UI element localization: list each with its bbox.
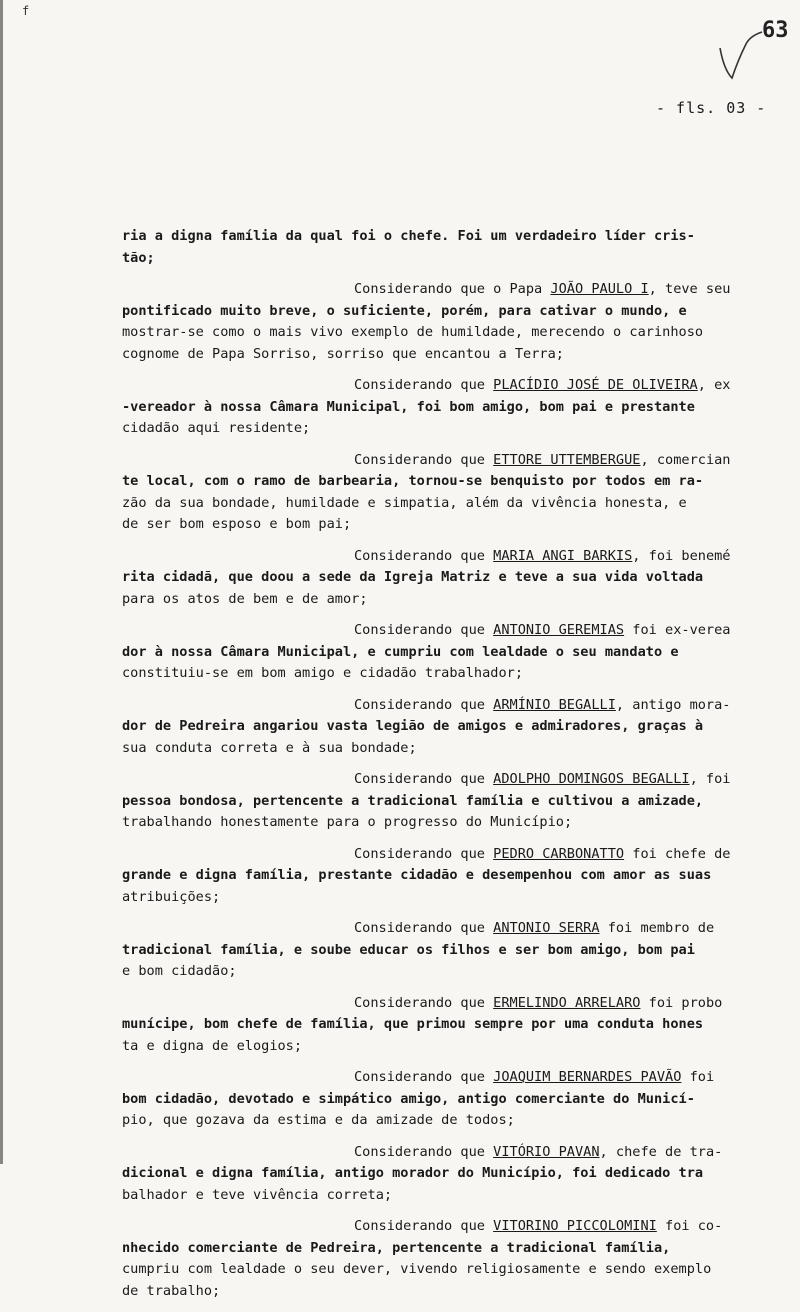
text-line bbox=[122, 769, 790, 791]
text-line: munícipe, bom chefe de família, que primou sempre por uma conduta hones bbox=[122, 1016, 704, 1032]
text-line bbox=[122, 1142, 790, 1164]
text-line bbox=[122, 546, 790, 568]
line-text: , foi bbox=[689, 771, 731, 787]
considerando-lead: Considerando que bbox=[354, 696, 494, 713]
line-text: foi membro de bbox=[599, 920, 715, 936]
honoree-name: ANTONIO SERRA bbox=[493, 920, 600, 936]
line-text: foi bbox=[681, 1069, 715, 1085]
text-line bbox=[122, 279, 790, 301]
paragraph bbox=[122, 279, 790, 365]
text-line: -vereador à nossa Câmara Municipal, foi bom amigo, bom pai e prestante bbox=[122, 398, 695, 415]
paragraph bbox=[122, 918, 790, 983]
text-line: de ser bom esposo e bom pai; bbox=[122, 516, 352, 532]
text-line: tão; bbox=[122, 249, 155, 266]
text-line bbox=[122, 620, 790, 642]
considerando-lead: Considerando que bbox=[354, 622, 494, 638]
paragraph bbox=[122, 226, 790, 269]
text-line: bom cidadão, devotado e simpático amigo, antigo comerciante do Municí- bbox=[122, 1090, 695, 1107]
line-text: , ex bbox=[697, 377, 731, 393]
folio-number: 63 bbox=[762, 18, 789, 43]
paragraph bbox=[122, 620, 790, 685]
line-text: foi probo bbox=[640, 994, 723, 1011]
paragraph bbox=[122, 1067, 790, 1132]
text-line bbox=[122, 918, 790, 940]
paragraph bbox=[122, 375, 790, 440]
text-line bbox=[122, 844, 790, 866]
considerando-lead: Considerando que bbox=[354, 377, 494, 393]
text-line: dicional e digna família, antigo morador do Município, foi dedicado tra bbox=[122, 1165, 704, 1181]
honoree-name: ADOLPHO DOMINGOS BEGALLI bbox=[493, 771, 690, 787]
honoree-name: VITÓRIO PAVAN bbox=[493, 1143, 600, 1160]
text-line: ta e digna de elogios; bbox=[122, 1037, 303, 1054]
text-line: sua conduta correta e à sua bondade; bbox=[122, 739, 417, 756]
text-line: pontificado muito breve, o suficiente, porém, para cativar o mundo, e bbox=[122, 302, 687, 319]
text-line: te local, com o ramo de barbearia, tornou-se benquisto por todos em ra- bbox=[122, 473, 704, 489]
paragraph bbox=[122, 1216, 790, 1302]
line-text: , chefe de tra- bbox=[599, 1143, 723, 1160]
considerando-lead: Considerando que o Papa bbox=[354, 281, 551, 297]
honoree-name: ETTORE UTTEMBERGUE bbox=[493, 451, 641, 468]
considerando-lead: Considerando que bbox=[354, 1218, 494, 1234]
considerando-lead: Considerando que bbox=[354, 451, 494, 468]
considerando-lead: Considerando que bbox=[354, 771, 494, 787]
honoree-name: ANTONIO GEREMIAS bbox=[493, 622, 625, 638]
honoree-name: VITORINO PICCOLOMINI bbox=[493, 1218, 657, 1234]
paragraph bbox=[122, 769, 790, 834]
paragraph bbox=[122, 450, 790, 536]
considerando-lead: Considerando que bbox=[354, 1143, 494, 1160]
considerando-lead: Considerando que bbox=[354, 920, 494, 936]
line-text: , antigo mora- bbox=[615, 696, 731, 713]
text-line: nhecido comerciante de Pedreira, pertencente a tradicional família, bbox=[122, 1239, 671, 1256]
text-line: dor à nossa Câmara Municipal, e cumpriu com lealdade o seu mandato e bbox=[122, 643, 679, 660]
text-line bbox=[122, 375, 790, 397]
considerando-lead: Considerando que bbox=[354, 547, 494, 564]
text-line: mostrar-se como o mais vivo exemplo de humildade, merecendo o carinhoso bbox=[122, 324, 704, 340]
honoree-name: PLACÍDIO JOSÉ DE OLIVEIRA bbox=[493, 377, 698, 393]
paragraph bbox=[122, 844, 790, 909]
text-line: ria a digna família da qual foi o chefe. Foi um verdadeiro líder cris- bbox=[122, 228, 695, 244]
page-label: - fls. 03 - bbox=[656, 99, 767, 117]
text-line: dor de Pedreira angariou vasta legião de amigos e admiradores, graças à bbox=[122, 718, 704, 734]
text-line: pio, que gozava da estima e da amizade de todos; bbox=[122, 1112, 515, 1128]
text-line: tradicional família, e soube educar os filhos e ser bom amigo, bom pai bbox=[122, 941, 695, 958]
text-line: atribuições; bbox=[122, 888, 221, 905]
text-line bbox=[122, 695, 790, 717]
text-line: constituiu-se em bom amigo e cidadão trabalhador; bbox=[122, 665, 524, 681]
text-line: grande e digna família, prestante cidadão e desempenhou com amor as suas bbox=[122, 867, 712, 883]
paragraph bbox=[122, 993, 790, 1058]
document-body bbox=[122, 226, 790, 1312]
text-line bbox=[122, 1216, 790, 1238]
line-text: foi co- bbox=[656, 1218, 723, 1234]
line-text: , foi benemé bbox=[632, 547, 731, 564]
considerando-lead: Considerando que bbox=[354, 1069, 494, 1085]
text-line: balhador e teve vivência correta; bbox=[122, 1186, 393, 1203]
text-line: cidadão aqui residente; bbox=[122, 420, 311, 436]
line-text: , comercian bbox=[640, 451, 731, 468]
text-line: cumpriu com lealdade o seu dever, vivendo religiosamente e sendo exemplo bbox=[122, 1261, 712, 1277]
line-text: foi chefe de bbox=[624, 845, 731, 862]
text-line: zão da sua bondade, humildade e simpatia, além da vivência honesta, e bbox=[122, 494, 687, 511]
considerando-lead: Considerando que bbox=[354, 994, 494, 1011]
honoree-name: ERMELINDO ARRELARO bbox=[493, 994, 641, 1011]
line-text: foi ex-verea bbox=[624, 622, 731, 638]
handwritten-check-mark bbox=[716, 30, 766, 82]
text-line bbox=[122, 993, 790, 1015]
text-line bbox=[122, 1067, 790, 1089]
honoree-name: ARMÍNIO BEGALLI bbox=[493, 696, 616, 713]
text-line: de trabalho; bbox=[122, 1282, 221, 1299]
paragraph bbox=[122, 1142, 790, 1207]
text-line: trabalhando honestamente para o progresso do Município; bbox=[122, 814, 573, 830]
honoree-name: MARIA ANGI BARKIS bbox=[493, 547, 633, 564]
text-line bbox=[122, 450, 790, 472]
corner-mark: f bbox=[22, 4, 30, 18]
binding-edge-mark bbox=[0, 0, 3, 1164]
text-line: para os atos de bem e de amor; bbox=[122, 590, 368, 607]
honoree-name: JOAQUIM BERNARDES PAVÃO bbox=[493, 1069, 682, 1085]
considerando-lead: Considerando que bbox=[354, 845, 494, 862]
honoree-name: JOÃO PAULO I bbox=[550, 281, 649, 297]
paragraph bbox=[122, 546, 790, 611]
text-line: rita cidadã, que doou a sede da Igreja Matriz e teve a sua vida voltada bbox=[122, 569, 704, 585]
text-line: cognome de Papa Sorriso, sorriso que encantou a Terra; bbox=[122, 345, 564, 362]
line-text: , teve seu bbox=[648, 281, 731, 297]
honoree-name: PEDRO CARBONATTO bbox=[493, 845, 625, 862]
text-line: e bom cidadão; bbox=[122, 963, 237, 979]
text-line: pessoa bondosa, pertencente a tradicional família e cultivou a amizade, bbox=[122, 792, 704, 809]
paragraph bbox=[122, 695, 790, 760]
